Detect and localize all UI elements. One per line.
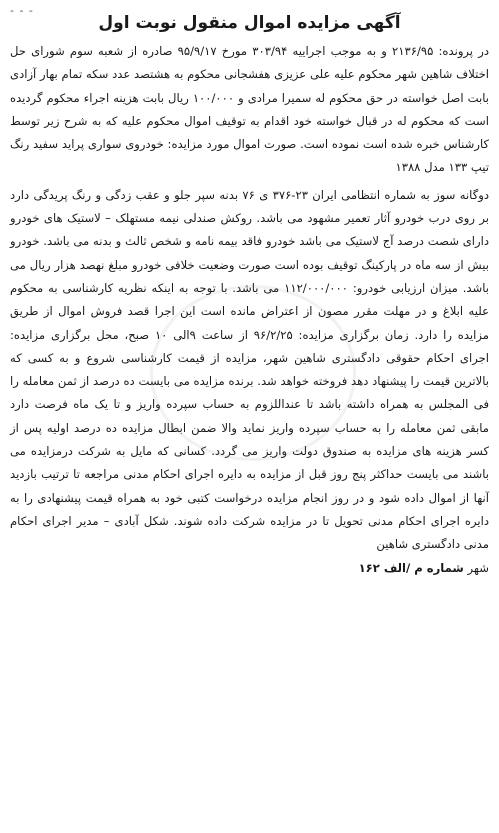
notice-paragraph-details: دوگانه سوز به شماره انتظامی ایران ۲۳-۳۷۶ ی ۷۶ بدنه سپر جلو و عقب زدگی و رنگ پریدگی دارد بر روی درب خودرو آثار تعمیر مشهود می باشد. روکش صندلی نیمه مستهلک – لاستیک های خودرو دارای شصت درصد آج لاستیک می باشد خودرو فاقد بیمه نامه و شخص ثالث و بدنه می باشد. خودرو بیش از سه ماه در پارکینگ توقیف بوده است صورت وضعیت خلافی خودرو مبلغ نهصد هزار ریال می باشد. میزان ارزیابی خودرو: ۱۱۲/۰۰۰/۰۰۰ می باشد. با توجه به اینکه نظریه کارشناسی به محکوم علیه ابلاغ و در مهلت مقرر مصون از اعتراض مانده است این اجرا قصد فروش اموال از طریق مزایده را دارد. زمان برگزاری مزایده: ۹۶/۲/۲۵ از ساعت ۹الی ۱۰ صبح، محل برگزاری مزایده: اجرای احکام حقوقی دادگستری شاهین شهر، مزایده از قیمت کارشناسی شروع و به کسی که بالاترین قیمت را پیشنهاد دهد فروخته خواهد شد. برنده مزایده می بایست ده درصد از ثمن معامله را فی المجلس به همراه داشته باشد تا عنداللزوم به حساب سپرده واریز و تا یک ماه فرصت دارد مابقی ثمن معامله را به حساب سپرده واریز نماید والا ضمن ابطال مزایده ده درصد اولیه پس از کسر هزینه های مزایده به صندوق دولت واریز می گردد. کسانی که مایل به شرکت درمزایده می باشند می بایست حداکثر پنج روز قبل از مزایده به دایره اجرای احکام مدنی مراجعه تا ترتیب بازدید آنها از اموال داده شود و در روز انجام مزایده درخواست کتبی خود به همراه قیمت پیشنهادی را به دایره اجرای احکام مدنی تحویل تا در مزایده شرکت داده شوند. شکل آبادی – مدیر اجرای احکام مدنی دادگستری شاهین [10, 187, 489, 552]
notice-footer [10, 557, 489, 580]
notice-paragraph-case: در پرونده: ۲۱۳۶/۹۵ و به موجب اجراییه ۳۰۳/۹۴ مورخ ۹۵/۹/۱۷ صادره از شعبه سوم شورای حل اختلاف شاهین شهر محکوم علیه علی عزیزی هفشجانی محکوم به هشتصد عدد سکه تمام بهار آزادی بابت اصل خواسته در حق محکوم له سمیرا مرادی و ۱۰۰/۰۰۰ ریال بابت هزینه اجراء محکوم گردیده است که محکوم له در قبال خواسته خود اقدام به توقیف اموال محکوم علیه که به شرح زیر توسط کارشناس خبره شده است نموده است. صورت اموال مورد مزایده: خودروی سواری پراید سفید رنگ تیپ ۱۳۳ مدل ۱۳۸۸ [10, 44, 489, 175]
notice-title: آگهی مزایده اموال منقول نوبت اول [98, 13, 401, 33]
footer-prefix: شهر [467, 560, 489, 575]
corner-mark: - - - [10, 4, 34, 17]
notice-number: شماره م /الف ۱۶۲ [358, 560, 464, 575]
